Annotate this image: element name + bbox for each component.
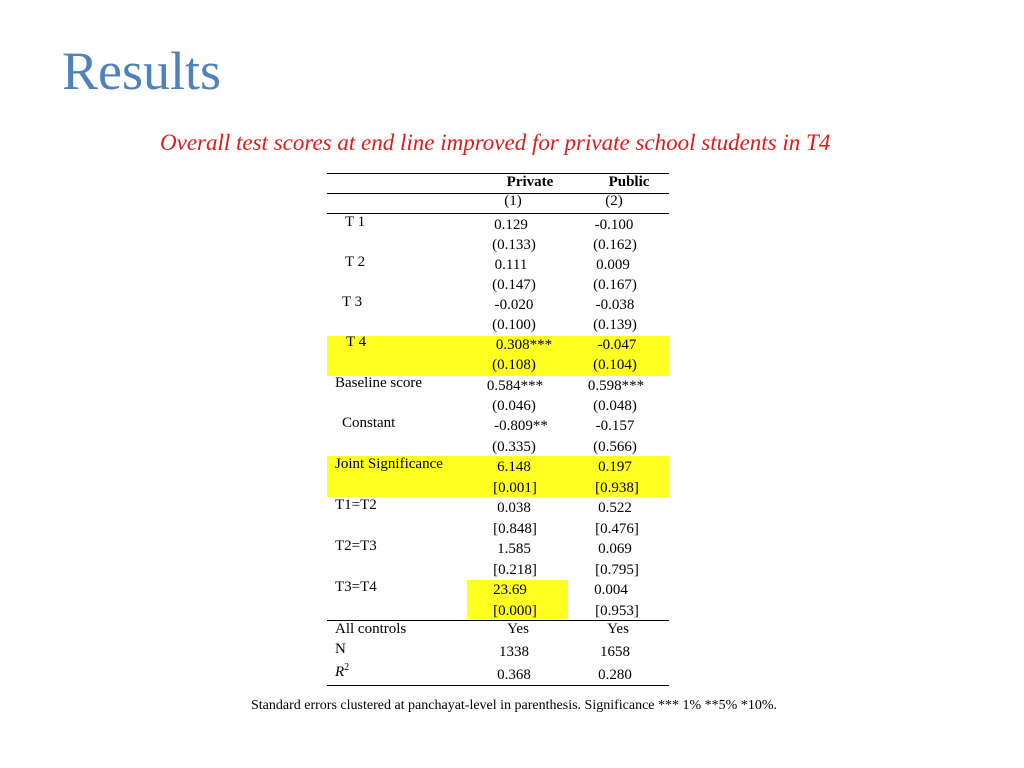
baseline-public-se: (0.048) xyxy=(593,398,637,414)
row-label-t3: T 3 xyxy=(342,294,363,310)
r2-public: 0.280 xyxy=(598,667,632,683)
t2t3-private-pvalue: [0.218] xyxy=(493,562,537,578)
t1-private: 0.129 xyxy=(494,217,528,233)
row-label-baseline-score: Baseline score xyxy=(335,375,423,391)
t2t3-public-pvalue: [0.795] xyxy=(595,562,639,578)
t3-private: -0.020 xyxy=(494,297,534,313)
t3-public: -0.038 xyxy=(595,297,635,313)
row-label-constant: Constant xyxy=(342,415,396,431)
col-header-private: Private xyxy=(506,174,554,190)
constant-public: -0.157 xyxy=(595,418,635,434)
t3-private-se: (0.100) xyxy=(492,317,536,333)
row-label-r-squared xyxy=(335,659,349,681)
r-squared-symbol: R xyxy=(335,664,345,680)
row-label-t1: T 1 xyxy=(345,214,366,230)
col-header-public: Public xyxy=(608,174,650,190)
t2-public-se: (0.167) xyxy=(593,277,637,293)
t2-private-se: (0.147) xyxy=(492,277,536,293)
t2-public: 0.009 xyxy=(596,257,630,273)
t1t2-public-pvalue: [0.476] xyxy=(595,521,639,537)
row-label-n: N xyxy=(335,641,346,657)
constant-private-se: (0.335) xyxy=(492,439,536,455)
t4-public: -0.047 xyxy=(597,337,637,353)
joint-public-pvalue: [0.938] xyxy=(595,480,639,496)
t3t4-public-pvalue: [0.953] xyxy=(595,603,639,619)
t2-private: 0.111 xyxy=(494,257,528,273)
controls-public: Yes xyxy=(607,621,629,637)
row-label-t1-t2: T1=T2 xyxy=(335,497,377,513)
n-private: 1338 xyxy=(499,644,529,660)
row-label-t2: T 2 xyxy=(345,254,366,270)
t3t4-public: 0.004 xyxy=(594,582,628,598)
col-number-1: (1) xyxy=(504,193,522,209)
col-number-2: (2) xyxy=(605,193,623,209)
t4-private: 0.308*** xyxy=(495,337,553,353)
row-label-all-controls: All controls xyxy=(335,621,407,637)
table-bottom-rule xyxy=(327,685,669,686)
constant-public-se: (0.566) xyxy=(593,439,637,455)
t2t3-public: 0.069 xyxy=(598,541,632,557)
t1t2-private-pvalue: [0.848] xyxy=(493,521,537,537)
baseline-public: 0.598*** xyxy=(587,378,645,394)
joint-public: 0.197 xyxy=(598,459,632,475)
t1-public-se: (0.162) xyxy=(593,237,637,253)
footnote: Standard errors clustered at panchayat-level in parenthesis. Significance *** 1% **5% *10%. xyxy=(251,698,777,713)
row-label-t3-t4: T3=T4 xyxy=(335,579,377,595)
t1t2-private: 0.038 xyxy=(497,500,531,516)
joint-private: 6.148 xyxy=(497,459,531,475)
n-public: 1658 xyxy=(600,644,630,660)
slide-title: Results xyxy=(62,41,222,101)
baseline-private-se: (0.046) xyxy=(492,398,536,414)
t4-private-se: (0.108) xyxy=(492,357,536,373)
t1t2-public: 0.522 xyxy=(598,500,632,516)
slide-subtitle: Overall test scores at end line improved for private school students in T4 xyxy=(160,130,831,155)
t3t4-private-pvalue: [0.000] xyxy=(493,603,537,619)
row-label-joint-significance: Joint Significance xyxy=(335,456,443,472)
t1-private-se: (0.133) xyxy=(492,237,536,253)
t3t4-private: 23.69 xyxy=(493,582,527,598)
table-subheader-rule xyxy=(327,213,669,214)
row-label-t4: T 4 xyxy=(346,334,367,350)
row-label-t2-t3: T2=T3 xyxy=(335,538,377,554)
r2-private: 0.368 xyxy=(497,667,531,683)
constant-private: -0.809** xyxy=(494,418,548,434)
t1-public: -0.100 xyxy=(594,217,634,233)
r-squared-exponent: 2 xyxy=(344,662,350,673)
joint-private-pvalue: [0.001] xyxy=(493,480,537,496)
controls-private: Yes xyxy=(507,621,529,637)
baseline-private: 0.584*** xyxy=(486,378,544,394)
t3-public-se: (0.139) xyxy=(593,317,637,333)
t2t3-private: 1.585 xyxy=(497,541,531,557)
t4-public-se: (0.104) xyxy=(593,357,637,373)
